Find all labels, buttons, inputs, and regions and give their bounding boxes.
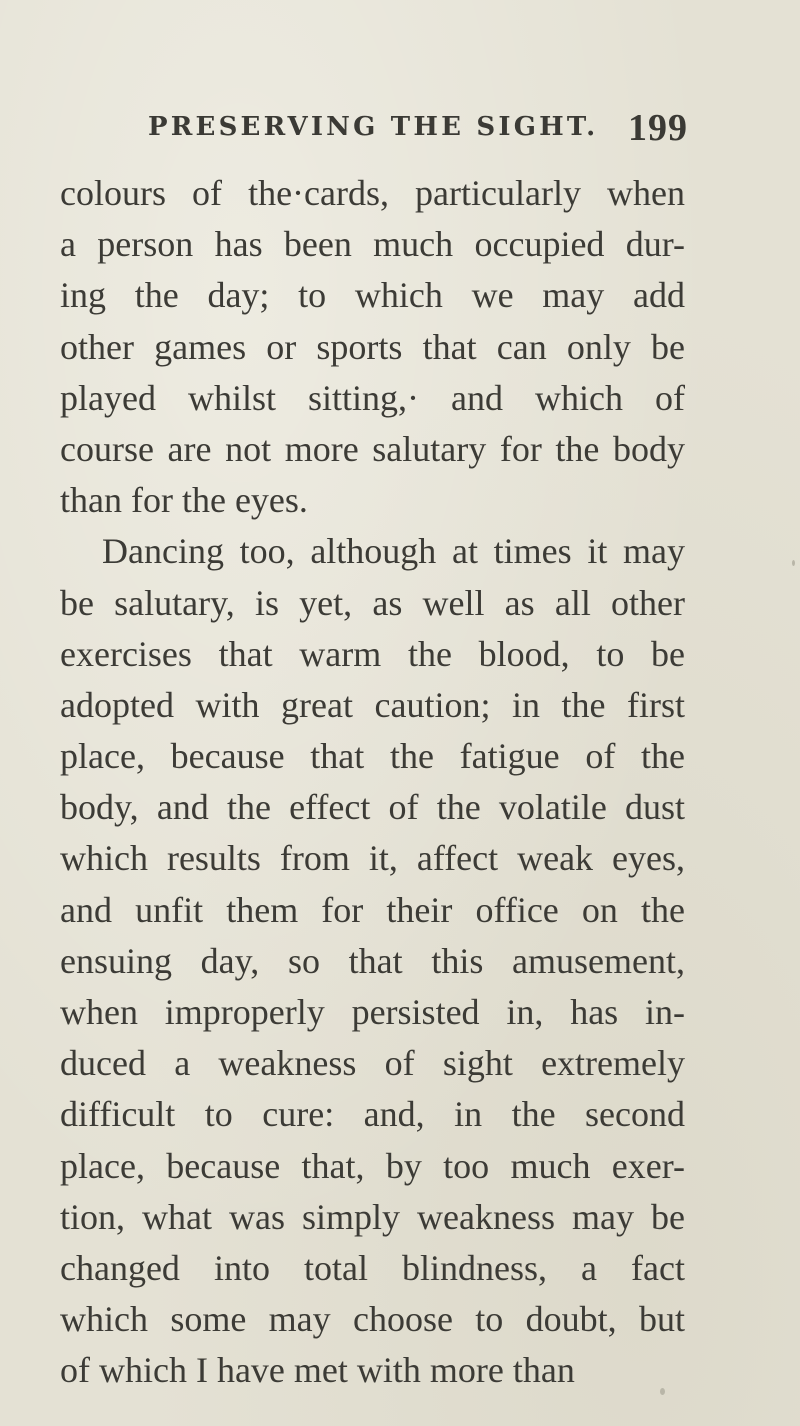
running-title: PRESERVING THE SIGHT. [148,112,599,142]
text-line: be salutary, is yet, as well as all other [60,582,685,623]
running-head [148,107,688,156]
text-line: colours of the·cards, particularly when [60,173,685,213]
text-line: which results from it, affect weak eyes, [60,838,685,879]
text-line: a person has been much occupied dur- [60,224,685,265]
paper-speck [792,560,795,566]
paper-speck [660,1388,665,1395]
text-line: played whilst sitting,· and which of [60,377,685,418]
text-line: other games or sports that can only be [60,326,685,367]
text-line: adopted with great caution; in the first [60,684,685,725]
text-line: course are not more salutary for the body [60,428,685,469]
text-line: changed into total blindness, a fact [60,1247,685,1288]
text-line: of which I have met with more than [60,1350,575,1391]
text-line: when improperly persisted in, has in- [60,992,685,1032]
text-line: which some may choose to doubt, but [60,1299,685,1340]
text-line: place, because that, by too much exer- [60,1145,685,1186]
text-line: exercises that warm the blood, to be [60,633,685,674]
text-line: place, because that the fatigue of the [60,736,685,777]
body-text [60,168,685,1397]
text-line: and unfit them for their office on the [60,889,685,930]
text-line: Dancing too, although at times it may [102,531,685,572]
text-line: ensuing day, so that this amusement, [60,940,685,981]
text-line: body, and the effect of the volatile dust [60,787,685,828]
text-line: ing the day; to which we may add [60,275,685,316]
paragraph [60,526,685,1396]
page-number: 199 [628,107,688,149]
text-line: difficult to cure: and, in the second [60,1094,685,1135]
text-line: duced a weakness of sight extremely [60,1043,685,1084]
text-line: tion, what was simply weakness may be [60,1196,685,1237]
text-line: than for the eyes. [60,480,308,521]
paragraph [60,168,685,526]
